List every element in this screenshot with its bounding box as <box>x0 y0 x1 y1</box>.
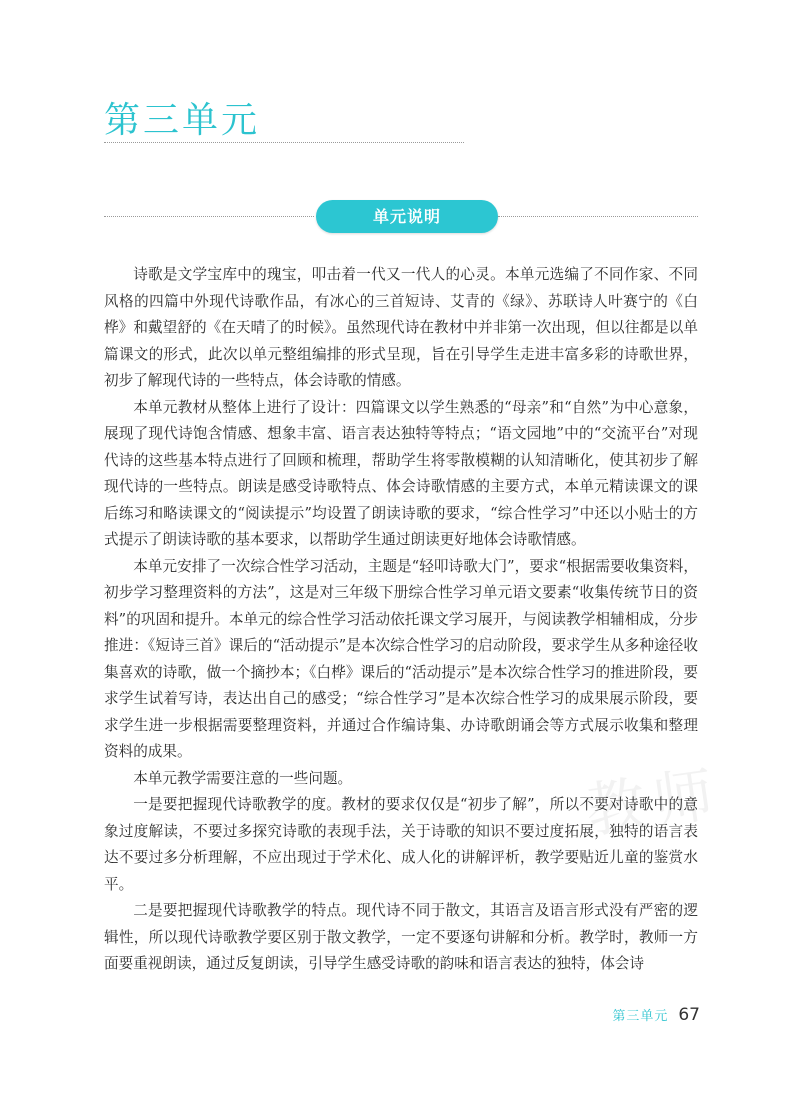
paragraph: 本单元教材从整体上进行了设计：四篇课文以学生熟悉的“母亲”和“自然”为中心意象，展现了现代诗饱含情感、想象丰富、语言表达独特等特点；“语文园地”中的“交流平台”对现代诗的这些基本特点进行了回顾和梳理，帮助学生将零散模糊的认知清晰化，使其初步了解现代诗的一些特点。朗读是感受诗歌特点、体会诗歌情感的主要方式，本单元精读课文的课后练习和略读课文的“阅读提示”均设置了朗读诗歌的要求，“综合性学习”中还以小贴士的方式提示了朗读诗歌的基本要求，以帮助学生通过朗读更好地体会诗歌情感。 <box>104 398 698 548</box>
section-divider-right <box>498 216 698 217</box>
body-text <box>104 262 698 978</box>
unit-title: 第三单元 <box>104 100 261 141</box>
paragraph: 本单元安排了一次综合性学习活动，主题是“轻叩诗歌大门”，要求“根据需要收集资料，初步学习整理资料的方法”，这是对三年级下册综合性学习单元语文要素“收集传统节日的资料”的巩固和提升。本单元的综合性学习活动依托课文学习展开，与阅读教学相辅相成，分步推进：《短诗三首》课后的“活动提示”是本次综合性学习的启动阶段，要求学生从多种途径收集喜欢的诗歌，做一个摘抄本；《白桦》课后的“活动提示”是本次综合性学习的推进阶段，要求学生试着写诗，表达出自己的感受；“综合性学习”是本次综合性学习的成果展示阶段，要求学生进一步根据需要整理资料，并通过合作编诗集、办诗歌朗诵会等方式展示收集和整理资料的成果。 <box>104 557 698 760</box>
paragraph: 本单元教学需要注意的一些问题。 <box>133 769 353 787</box>
page-number: 67 <box>678 1005 700 1025</box>
paragraph: 二是要把握现代诗歌教学的特点。现代诗不同于散文，其语言及语言形式没有严密的逻辑性，所以现代诗歌教学要区别于散文教学，一定不要逐句讲解和分析。教学时，教师一方面要重视朗读，通过反复朗读，引导学生感受诗歌的韵味和语言表达的独特，体会诗 <box>104 902 698 972</box>
paragraph: 诗歌是文学宝库中的瑰宝，叩击着一代又一代人的心灵。本单元选编了不同作家、不同风格的四篇中外现代诗歌作品，有冰心的三首短诗、艾青的《绿》、苏联诗人叶赛宁的《白桦》和戴望舒的《在天晴了的时候》。虽然现代诗在教材中并非第一次出现，但以往都是以单篇课文的形式，此次以单元整组编排的形式呈现，旨在引导学生走进丰富多彩的诗歌世界，初步了解现代诗的一些特点，体会诗歌的情感。 <box>104 266 698 389</box>
publisher-watermark: 教师 <box>581 758 726 848</box>
section-divider-left <box>104 216 314 217</box>
footer-section-label: 第三单元 <box>612 1009 669 1024</box>
section-badge: 单元说明 <box>316 200 498 233</box>
page-footer <box>612 1005 700 1029</box>
title-divider <box>104 142 464 143</box>
paragraph: 一是要把握现代诗歌教学的度。教材的要求仅仅是“初步了解”，所以不要对诗歌中的意象过度解读，不要过多探究诗歌的表现手法，关于诗歌的知识不要过度拓展，独特的语言表达不要过多分析理解，不应出现过于学术化、成人化的讲解评析，教学要贴近儿童的鉴赏水平。 <box>104 796 698 893</box>
